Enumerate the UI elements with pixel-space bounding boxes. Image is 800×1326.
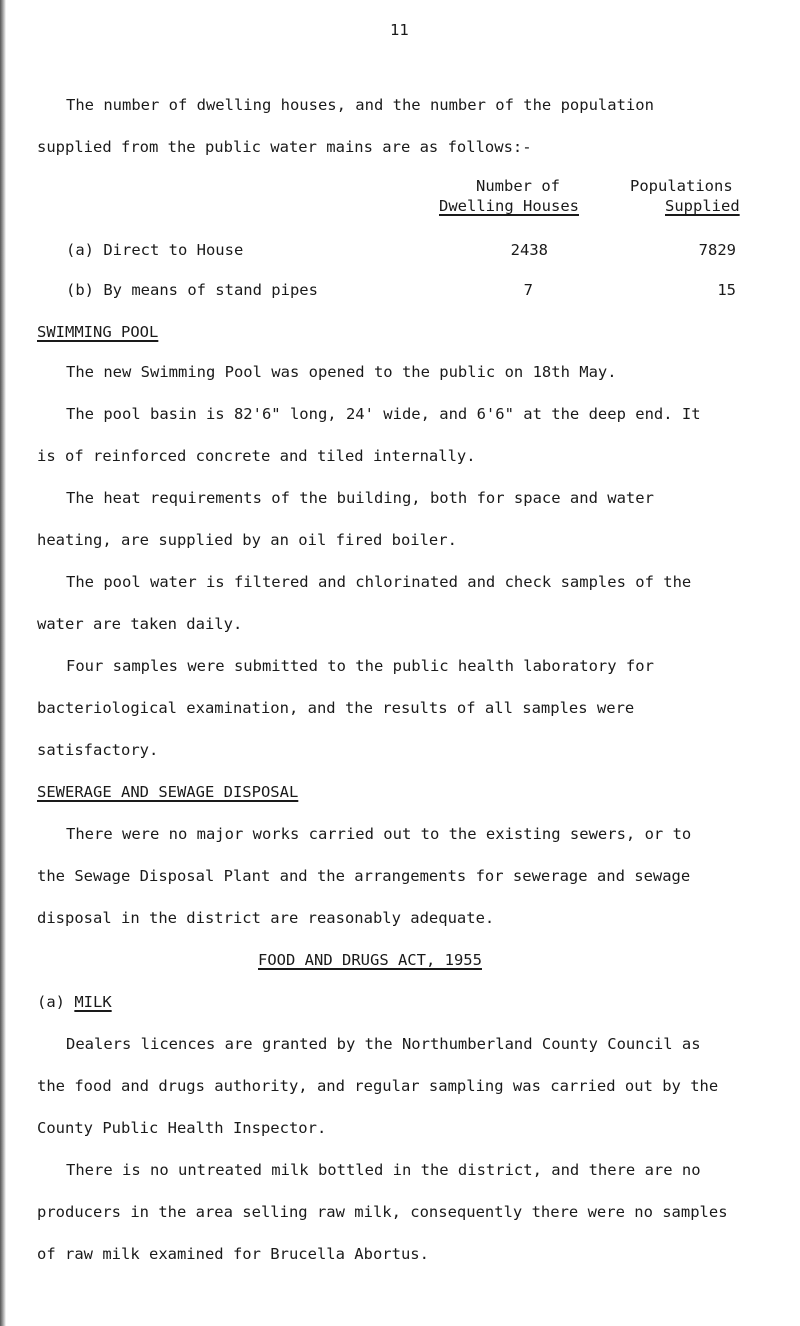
paragraph-line: County Public Health Inspector. [37,1119,327,1137]
sewerage-heading: SEWERAGE AND SEWAGE DISPOSAL [37,783,299,801]
paragraph-line: disposal in the district are reasonably adequate. [37,909,495,927]
table-row-label: (b) By means of stand pipes [66,281,318,299]
paragraph-line: bacteriological examination, and the results of all samples were [37,699,635,717]
paragraph-line: There is no untreated milk bottled in the district, and there are no [66,1161,701,1179]
paragraph-line: is of reinforced concrete and tiled internally. [37,447,476,465]
intro-line-2: supplied from the public water mains are as follows:- [37,138,532,156]
paragraph-line: heating, are supplied by an oil fired boiler. [37,531,457,549]
paragraph-line: of raw milk examined for Brucella Abortus. [37,1245,429,1263]
table-cell-population: 7829 [698,241,736,259]
swimming-pool-heading: SWIMMING POOL [37,323,159,341]
paragraph-line: the Sewage Disposal Plant and the arrangements for sewerage and sewage [37,867,691,885]
paragraph-line: Dealers licences are granted by the Northumberland County Council as [66,1035,701,1053]
paragraph-line: producers in the area selling raw milk, consequently there were no samples [37,1203,728,1221]
paragraph-line: satisfactory. [37,741,159,759]
table-cell-houses: 7 [523,281,533,299]
table-cell-population: 15 [717,281,736,299]
col-header-population-line1: Populations [630,177,733,195]
milk-subheading [37,992,112,1012]
milk-heading: MILK [74,993,112,1011]
paragraph-line: water are taken daily. [37,615,243,633]
table-cell-houses: 2438 [510,241,548,259]
table-row-label: (a) Direct to House [66,241,244,259]
milk-prefix: (a) [37,993,65,1011]
paragraph-line: the food and drugs authority, and regular sampling was carried out by the [37,1077,719,1095]
paragraph-line: The pool water is filtered and chlorinated and check samples of the [66,573,692,591]
paragraph-line: Four samples were submitted to the public health laboratory for [66,657,654,675]
page-number: 11 [390,21,409,39]
food-drugs-heading: FOOD AND DRUGS ACT, 1955 [258,951,482,969]
scan-edge-shadow [0,0,6,1326]
paragraph-line: The heat requirements of the building, both for space and water [66,489,654,507]
paragraph-line: The new Swimming Pool was opened to the public on 18th May. [66,363,617,381]
paragraph-line: There were no major works carried out to the existing sewers, or to [66,825,692,843]
col-header-houses-line2: Dwelling Houses [439,197,579,215]
paragraph-line: The pool basin is 82'6" long, 24' wide, and 6'6" at the deep end. It [66,405,701,423]
intro-line-1: The number of dwelling houses, and the number of the population [66,96,654,114]
col-header-population-line2: Supplied [665,197,740,215]
col-header-houses-line1: Number of [476,177,560,195]
